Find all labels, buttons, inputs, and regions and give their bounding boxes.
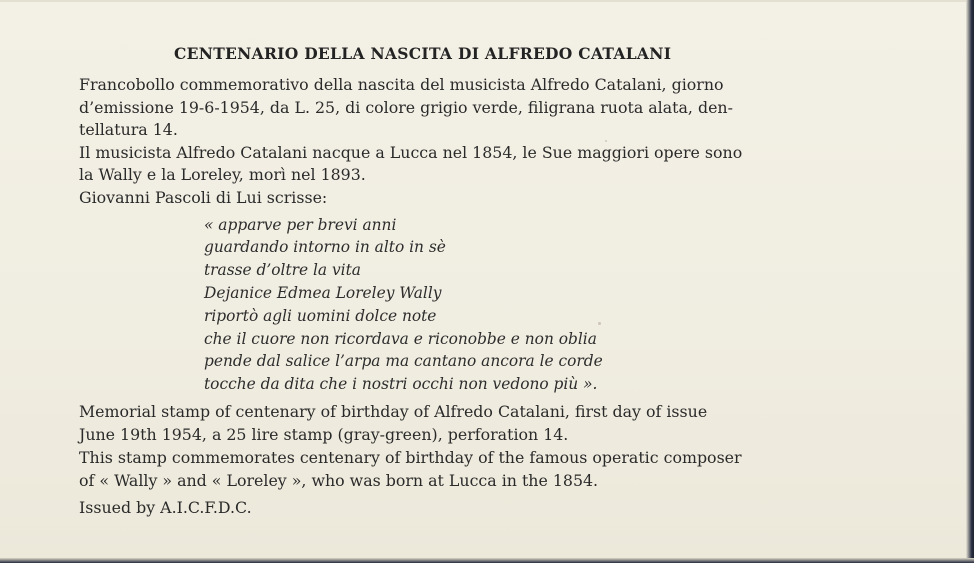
poem-line: pende dal salice l’arpa ma cantano ancora le corde: [204, 352, 603, 371]
poem-line: tocche da dita che i nostri occhi non vedono più ».: [204, 375, 598, 394]
card-top-edge: [0, 0, 974, 2]
poem-line: trasse d’oltre la vita: [204, 261, 361, 280]
pascoli-poem: [204, 214, 889, 396]
english-line: of « Wally » and « Loreley », who was born at Lucca in the 1854.: [79, 470, 599, 490]
card-right-edge: [966, 0, 974, 563]
poem-line: guardando intorno in alto in sè: [204, 238, 446, 257]
poem-line: « apparve per brevi anni: [204, 215, 397, 234]
document-title: CENTENARIO DELLA NASCITA DI ALFREDO CATALANI: [174, 44, 672, 63]
poem-line: che il cuore non ricordava e riconobbe e non oblia: [204, 329, 597, 348]
italian-description: [79, 74, 889, 210]
italian-line: Francobollo commemorativo della nascita del musicista Alfredo Catalani, giorno: [79, 75, 724, 94]
issuer-line: Issued by A.I.C.F.D.C.: [79, 497, 252, 517]
italian-line: d’emissione 19-6-1954, da L. 25, di colore grigio verde, filigrana ruota alata, den-: [79, 97, 733, 117]
poem-line: Dejanice Edmea Loreley Wally: [204, 283, 442, 302]
italian-line: Giovanni Pascoli di Lui scrisse:: [79, 187, 328, 207]
english-description: [79, 400, 889, 492]
english-line: This stamp commemorates centenary of birthday of the famous operatic composer: [79, 447, 742, 467]
english-line: Memorial stamp of centenary of birthday of Alfredo Catalani, first day of issue: [79, 401, 708, 421]
italian-line: tellatura 14.: [79, 120, 178, 140]
poem-line: riportò agli uomini dolce note: [204, 306, 437, 325]
card-bottom-edge: [0, 558, 974, 563]
english-line: June 19th 1954, a 25 lire stamp (gray-green), perforation 14.: [79, 424, 569, 444]
document-content: [79, 44, 889, 519]
italian-line: la Wally e la Loreley, morì nel 1893.: [79, 165, 366, 185]
italian-line: Il musicista Alfredo Catalani nacque a Lucca nel 1854, le Sue maggiori opere sono: [79, 142, 743, 162]
